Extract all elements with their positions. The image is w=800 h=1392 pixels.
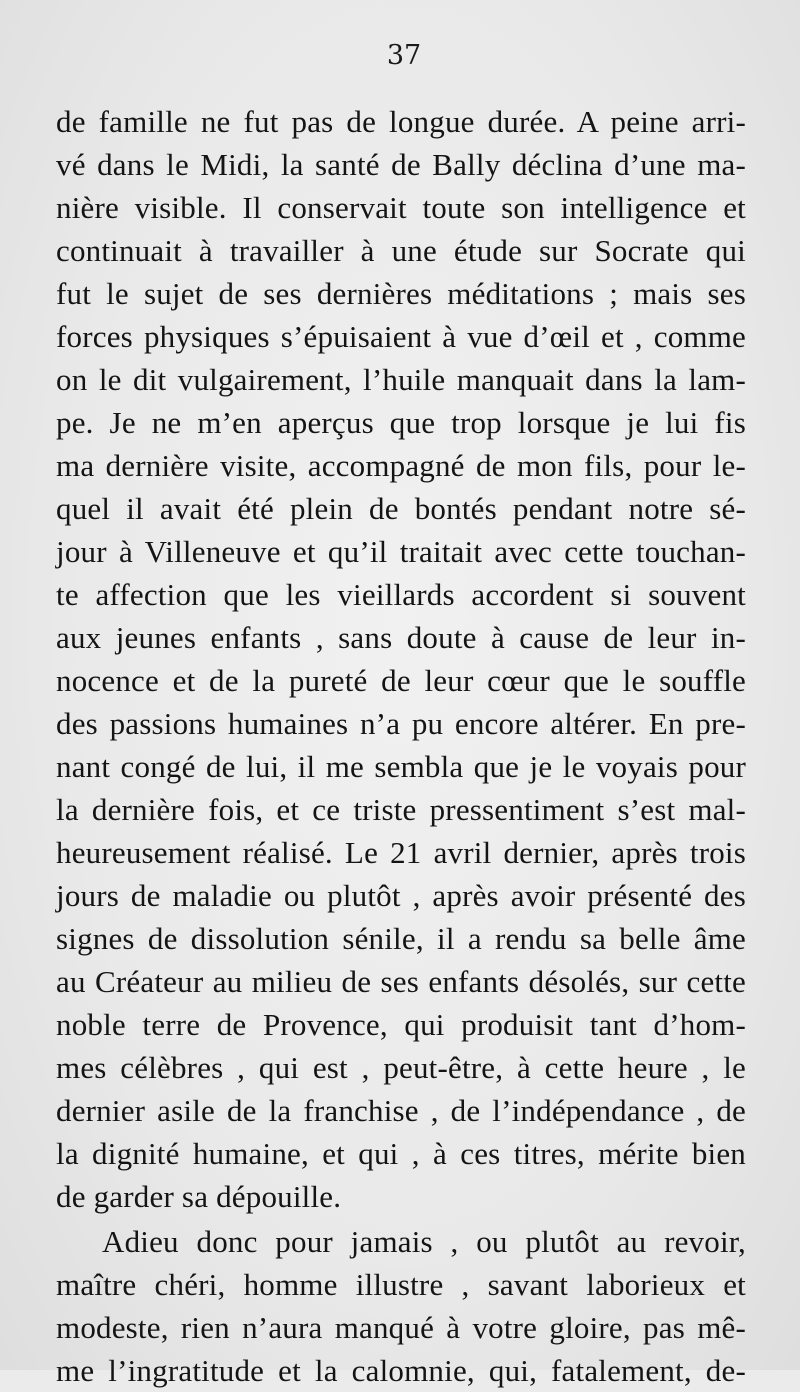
text-line: nant congé de lui, il me sembla que je le voyais pour xyxy=(56,749,746,784)
text-line: modeste, rien n’aura manqué à votre gloire, pas mê- xyxy=(56,1310,746,1345)
text-line: noble terre de Provence, qui produisit tant d’hom- xyxy=(56,1007,746,1042)
body-text xyxy=(56,100,746,1392)
text-line: nière visible. Il conservait toute son intelligence et xyxy=(56,190,746,225)
text-line-paragraph-end: de garder sa dépouille. xyxy=(56,1179,342,1214)
text-line: vé dans le Midi, la santé de Bally déclina d’une ma- xyxy=(56,147,746,182)
text-line: signes de dissolution sénile, il a rendu sa belle âme xyxy=(56,921,746,956)
text-line: jour à Villeneuve et qu’il traitait avec cette touchan- xyxy=(56,534,746,569)
text-line-paragraph-start: Adieu donc pour jamais , ou plutôt au revoir, xyxy=(102,1224,746,1259)
text-line: de famille ne fut pas de longue durée. A peine arri- xyxy=(56,104,746,139)
text-line: la dignité humaine, et qui , à ces titres, mérite bien xyxy=(56,1136,746,1171)
text-line: continuait à travailler à une étude sur Socrate qui xyxy=(56,233,746,268)
text-line: fut le sujet de ses dernières méditations ; mais ses xyxy=(56,276,746,311)
text-line: on le dit vulgairement, l’huile manquait dans la lam- xyxy=(56,362,746,397)
text-line: te affection que les vieillards accordent si souvent xyxy=(56,577,746,612)
text-line: heureusement réalisé. Le 21 avril dernier, après trois xyxy=(56,835,746,870)
text-line: dernier asile de la franchise , de l’indépendance , de xyxy=(56,1093,746,1128)
text-line: des passions humaines n’a pu encore altérer. En pre- xyxy=(56,706,746,741)
text-line: nocence et de la pureté de leur cœur que le souffle xyxy=(56,663,746,698)
text-line: pe. Je ne m’en aperçus que trop lorsque je lui fis xyxy=(56,405,746,440)
text-line: maître chéri, homme illustre , savant laborieux et xyxy=(56,1267,746,1302)
text-line: me l’ingratitude et la calomnie, qui, fatalement, de- xyxy=(56,1353,746,1388)
page-number: 37 xyxy=(386,40,422,71)
text-line: au Créateur au milieu de ses enfants désolés, sur cette xyxy=(56,964,746,999)
text-line: mes célèbres , qui est , peut-être, à cette heure , le xyxy=(56,1050,746,1085)
text-line: quel il avait été plein de bontés pendant notre sé- xyxy=(56,491,746,526)
text-line: aux jeunes enfants , sans doute à cause de leur in- xyxy=(56,620,746,655)
text-line: forces physiques s’épuisaient à vue d’œil et , comme xyxy=(56,319,746,354)
text-line: ma dernière visite, accompagné de mon fils, pour le- xyxy=(56,448,746,483)
text-line: jours de maladie ou plutôt , après avoir présenté des xyxy=(56,878,746,913)
text-line: la dernière fois, et ce triste pressentiment s’est mal- xyxy=(56,792,746,827)
